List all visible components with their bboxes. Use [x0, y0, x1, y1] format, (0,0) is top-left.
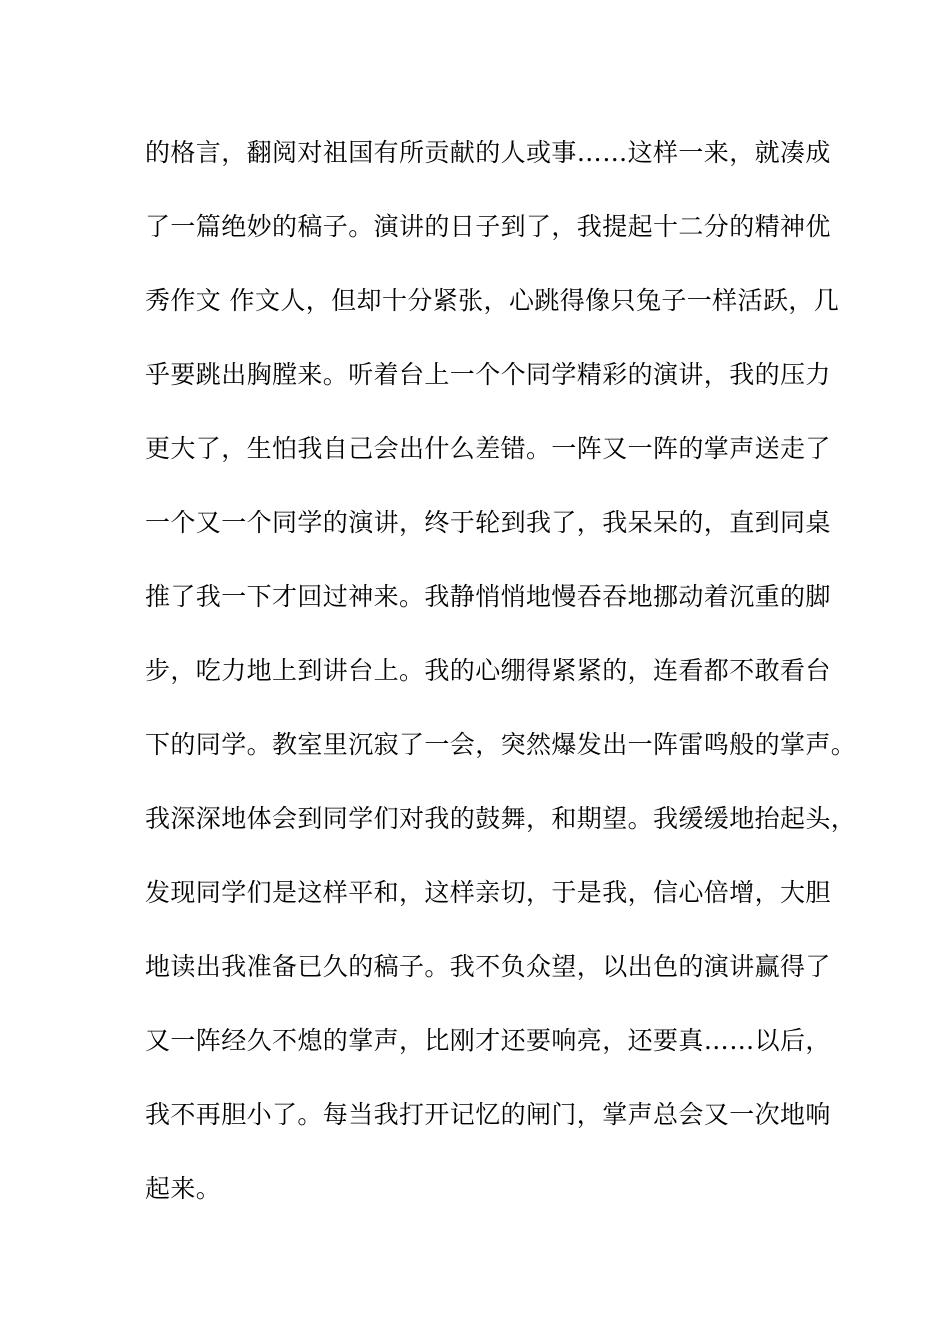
- text-line: 推了我一下才回过神来。我静悄悄地慢吞吞地挪动着沉重的脚: [145, 582, 831, 611]
- text-line: 了一篇绝妙的稿子。演讲的日子到了，我提起十二分的精神优: [145, 212, 831, 241]
- body-text: [145, 127, 857, 1237]
- text-line: 地读出我准备已久的稿子。我不负众望，以出色的演讲赢得了: [145, 952, 831, 981]
- text-line: 乎要跳出胸膛来。听着台上一个个同学精彩的演讲，我的压力: [145, 360, 831, 389]
- text-line: 步，吃力地上到讲台上。我的心绷得紧紧的，连看都不敢看台: [145, 656, 831, 685]
- text-line: 一个又一个同学的演讲，终于轮到我了，我呆呆的，直到同桌: [145, 508, 831, 537]
- text-line: 下的同学。教室里沉寂了一会，突然爆发出一阵雷鸣般的掌声。: [145, 730, 857, 759]
- text-line: 更大了，生怕我自己会出什么差错。一阵又一阵的掌声送走了: [145, 434, 831, 463]
- text-line: 秀作文 作文人，但却十分紧张，心跳得像只兔子一样活跃，几: [145, 286, 840, 315]
- text-line: 又一阵经久不熄的掌声，比刚才还要响亮，还要真……以后，: [145, 1026, 831, 1055]
- text-line: 的格言，翻阅对祖国有所贡献的人或事……这样一来，就凑成: [145, 138, 831, 167]
- text-line: 发现同学们是这样平和，这样亲切，于是我，信心倍增，大胆: [145, 878, 831, 907]
- text-line: 我不再胆小了。每当我打开记忆的闸门，掌声总会又一次地响: [145, 1100, 831, 1129]
- text-line: 我深深地体会到同学们对我的鼓舞，和期望。我缓缓地抬起头，: [145, 804, 857, 833]
- text-line: 起来。: [145, 1174, 222, 1203]
